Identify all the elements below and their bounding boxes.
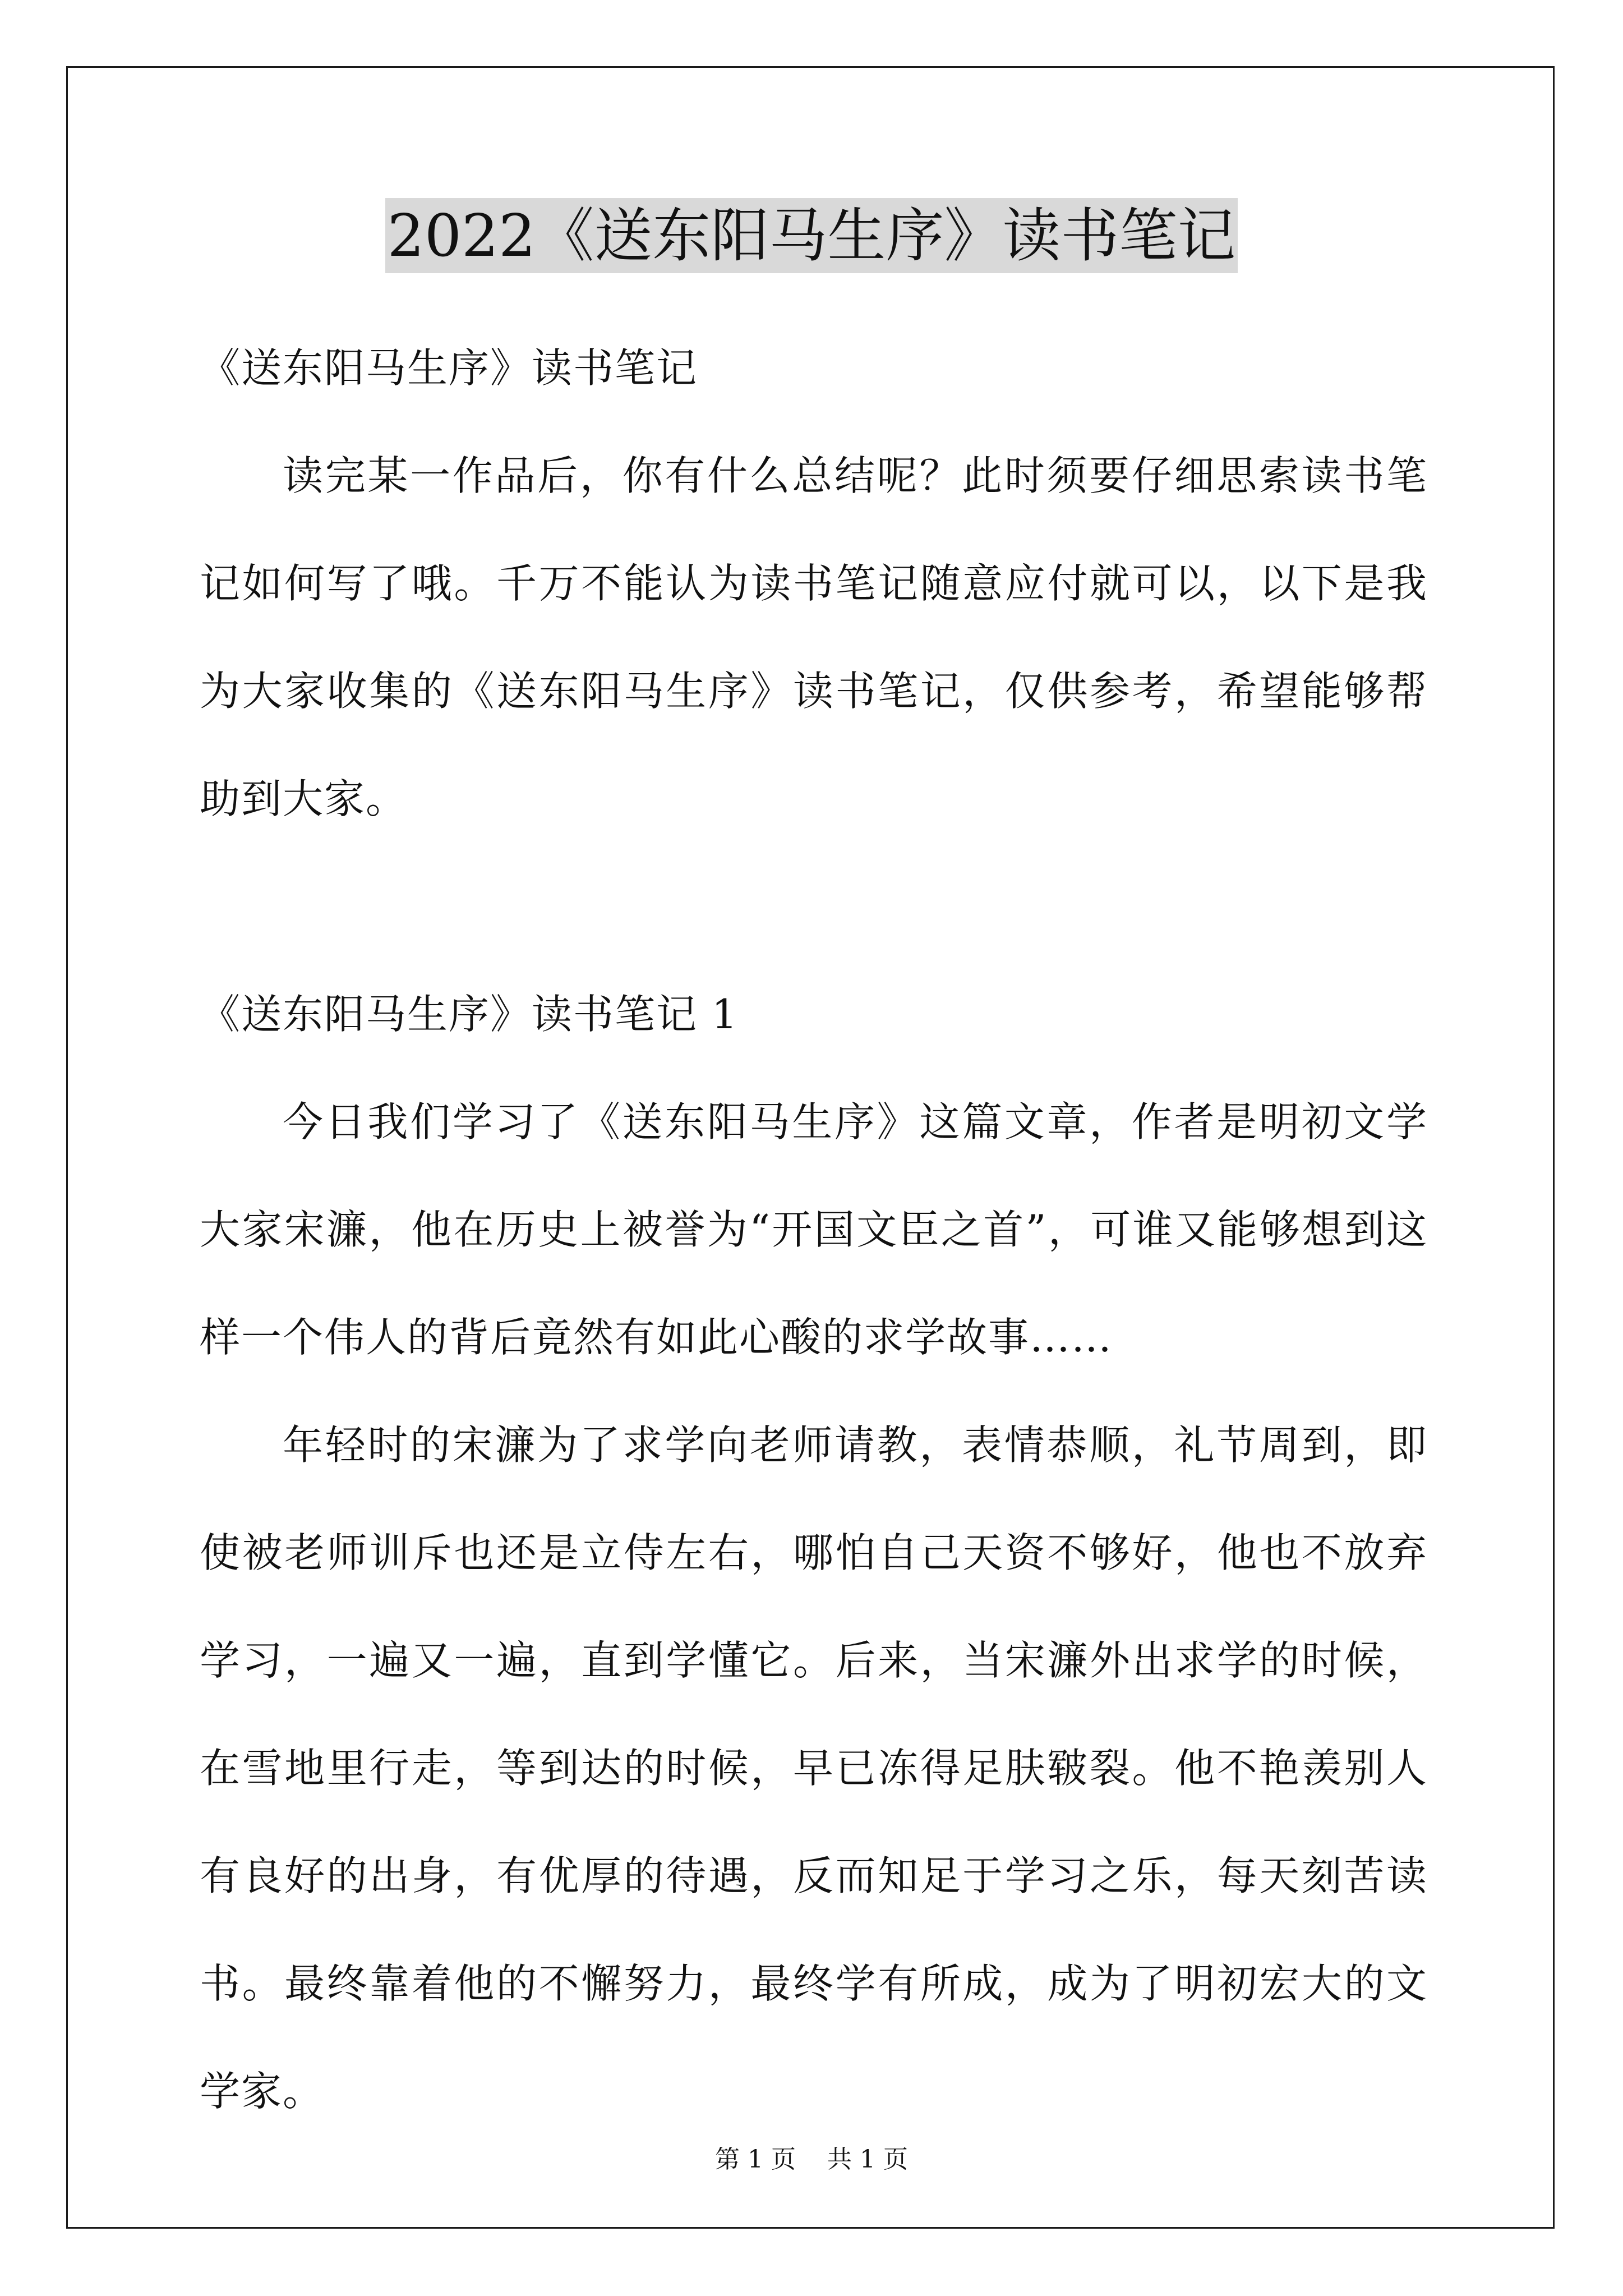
intro-paragraph: 读完某一作品后，你有什么总结呢？此时须要仔细思索读书笔记如何写了哦。千万不能认为读书笔记随意应付就可以，以下是我为大家收集的《送东阳马生序》读书笔记，仅供参考，希望能够帮助到大家。 — [200, 452, 1428, 822]
page-number: 第 1 页 — [715, 2145, 796, 2174]
document-title — [0, 196, 1623, 275]
section-spacer — [200, 853, 1428, 960]
document-title-text: 2022《送东阳马生序》读书笔记 — [385, 198, 1238, 273]
section-heading: 《送东阳马生序》读书笔记 1 — [200, 991, 739, 1038]
document-subtitle: 《送东阳马生序》读书笔记 — [200, 344, 698, 392]
body-paragraph: 今日我们学习了《送东阳马生序》这篇文章，作者是明初文学大家宋濂，他在历史上被誉为“开国文臣之首”，可谁又能够想到这样一个伟人的背后竟然有如此心酸的求学故事…… — [200, 1098, 1428, 1361]
body-paragraph: 年轻时的宋濂为了求学向老师请教，表情恭顺，礼节周到，即使被老师训斥也还是立侍左右，哪怕自己天资不够好，他也不放弃学习，一遍又一遍，直到学懂它。后来，当宋濂外出求学的时候，在雪地里行走，等到达的时候，早已冻得足肤皲裂。他不艳羡别人有良好的出身，有优厚的待遇，反而知足于学习之乐，每天刻苦读书。最终靠着他的不懈努力，最终学有所成，成为了明初宏大的文学家。 — [200, 1421, 1428, 2115]
page-total: 共 1 页 — [827, 2145, 908, 2174]
page-footer — [0, 2143, 1623, 2177]
document-body — [200, 314, 1428, 2145]
